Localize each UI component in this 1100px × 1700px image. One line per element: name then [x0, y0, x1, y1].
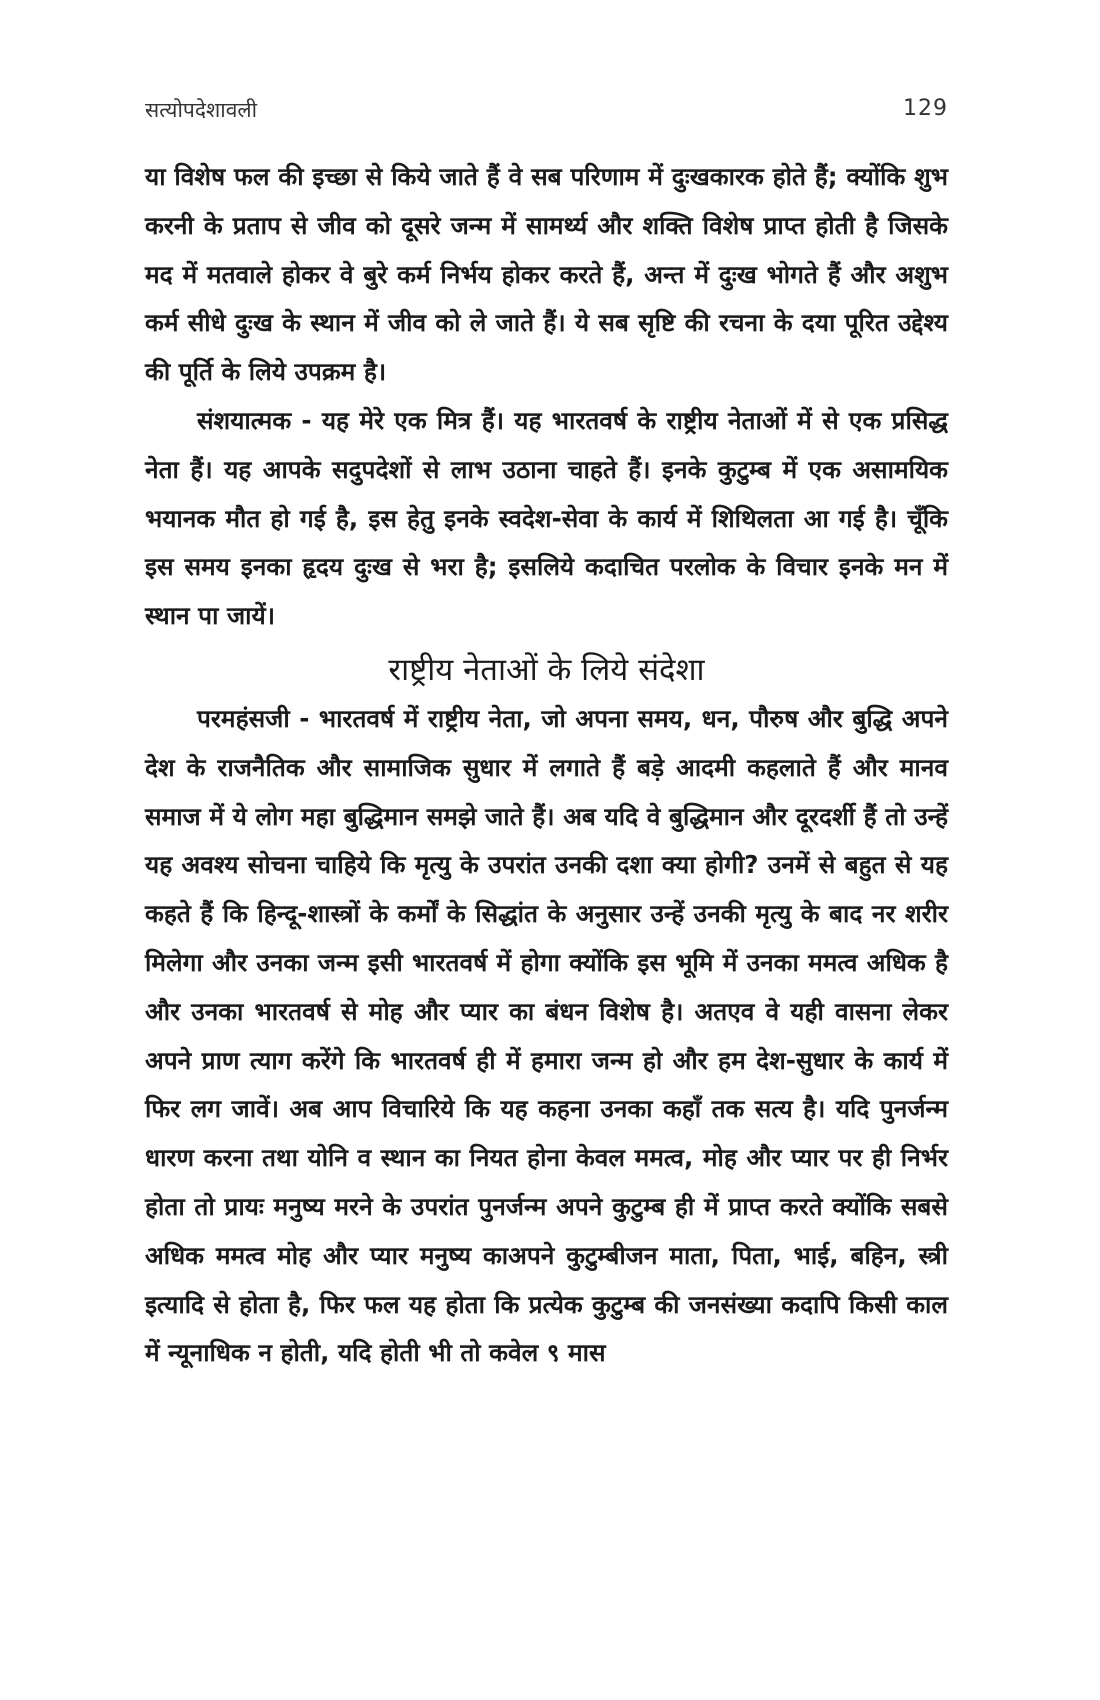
section-heading: राष्ट्रीय नेताओं के लिये संदेशा	[388, 651, 705, 688]
book-title: सत्योपदेशावली	[145, 98, 258, 122]
page-body	[145, 153, 948, 1378]
paragraph-continued: या विशेष फल की इच्छा से किये जाते हैं वे सब परिणाम में दुःखकारक होते हैं; क्योंकि शुभ करनी के प्रताप से जीव को दूसरे जन्म में सामर्थ्य और शक्ति विशेष प्राप्त होती है जिसके मद में मतवाले होकर वे बुरे कर्म निर्भय होकर करते हैं, अन्त में दुःख भोगते हैं और अशुभ कर्म सीधे दुःख के स्थान में जीव को ले जाते हैं। ये सब सृष्टि की रचना के दया पूरित उद्देश्य की पूर्ति के लिये उपक्रम है।	[145, 162, 948, 387]
running-header	[145, 96, 948, 128]
page-number: 129	[903, 96, 948, 121]
paragraph-dialogue-paramhans: परमहंसजी - भारतवर्ष में राष्ट्रीय नेता, जो अपना समय, धन, पौरुष और बुद्धि अपने देश के राजनैतिक और सामाजिक सुधार में लगाते हैं बड़े आदमी कहलाते हैं और मानव समाज में ये लोग महा बुद्धिमान समझे जाते हैं। अब यदि वे बुद्धिमान और दूरदर्शी हैं तो उन्हें यह अवश्य सोचना चाहिये कि मृत्यु के उपरांत उनकी दशा क्या होगी? उनमें से बहुत से यह कहते हैं कि हिन्दू-शास्त्रों के कर्मों के सिद्धांत के अनुसार उन्हें उनकी मृत्यु के बाद नर शरीर मिलेगा और उनका जन्म इसी भारतवर्ष में होगा क्योंकि इस भूमि में उनका ममत्व अधिक है और उनका भारतवर्ष से मोह और प्यार का बंधन विशेष है। अतएव वे यही वासना लेकर अपने प्राण त्याग करेंगे कि भारतवर्ष ही में हमारा जन्म हो और हम देश-सुधार के कार्य में फिर लग जावें। अब आप विचारिये कि यह कहना उनका कहाँ तक सत्य है। यदि पुनर्जन्म धारण करना तथा योनि व स्थान का नियत होना केवल ममत्व, मोह और प्यार पर ही निर्भर होता तो प्रायः मनुष्य मरने के उपरांत पुनर्जन्म अपने कुटुम्ब ही में प्राप्त करते क्योंकि सबसे अधिक ममत्व मोह और प्यार मनुष्य काअपने कुटुम्बीजन माता, पिता, भाई, बहिन, स्त्री इत्यादि से होता है, फिर फल यह होता कि प्रत्येक कुटुम्ब की जनसंख्या कदापि किसी काल में न्यूनाधिक न होती, यदि होती भी तो कवेल ९ मास	[145, 703, 948, 1368]
paragraph-dialogue-skeptic: संशयात्मक - यह मेरे एक मित्र हैं। यह भारतवर्ष के राष्ट्रीय नेताओं में से एक प्रसिद्ध नेता हैं। यह आपके सदुपदेशों से लाभ उठाना चाहते हैं। इनके कुटुम्ब में एक असामयिक भयानक मौत हो गई है, इस हेतु इनके स्वदेश-सेवा के कार्य में शिथिलता आ गई है। चूँकि इस समय इनका हृदय दुःख से भरा है; इसलिये कदाचित परलोक के विचार इनके मन में स्थान पा जायें।	[145, 405, 948, 631]
